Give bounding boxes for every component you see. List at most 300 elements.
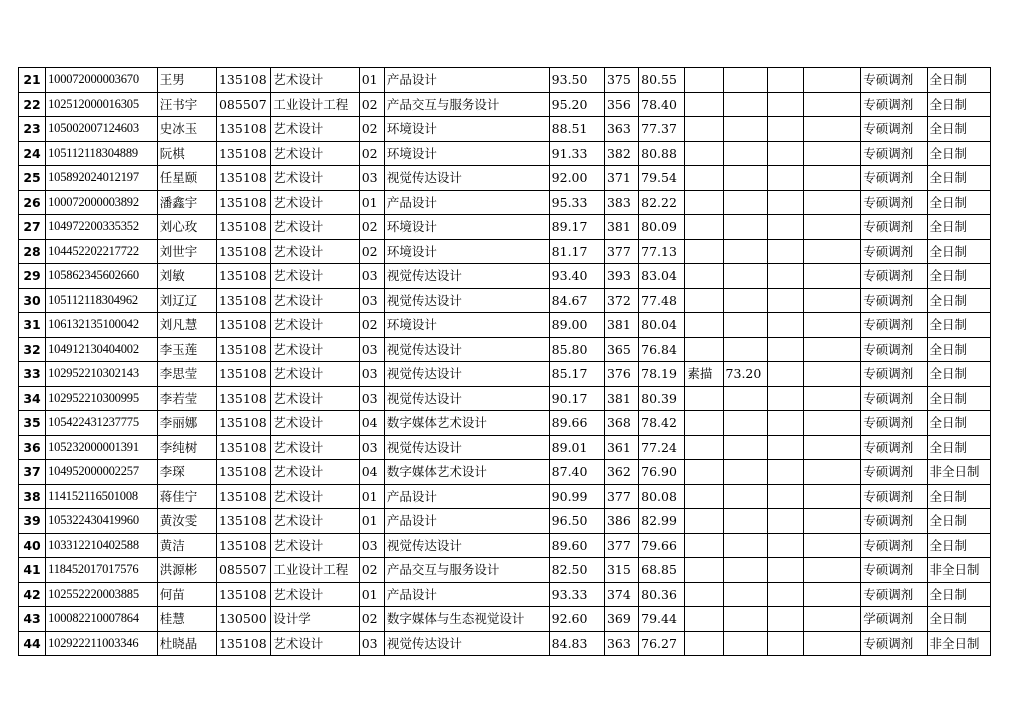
extra-subject bbox=[685, 558, 723, 583]
blank-cell bbox=[803, 264, 860, 289]
major-code: 135108 bbox=[216, 337, 270, 362]
extra-subject bbox=[685, 607, 723, 632]
student-name: 黄汝雯 bbox=[157, 509, 216, 534]
initial-score: 381 bbox=[604, 313, 638, 338]
admission-type: 专硕调剂 bbox=[861, 190, 927, 215]
initial-score: 381 bbox=[604, 386, 638, 411]
extra-subject bbox=[685, 288, 723, 313]
direction-code: 03 bbox=[359, 362, 384, 387]
total-score: 80.04 bbox=[639, 313, 685, 338]
study-mode: 全日制 bbox=[927, 215, 990, 240]
total-score: 83.04 bbox=[639, 264, 685, 289]
direction-name: 视觉传达设计 bbox=[384, 533, 549, 558]
major-name: 设计学 bbox=[271, 607, 359, 632]
student-name: 刘敏 bbox=[157, 264, 216, 289]
total-score: 78.19 bbox=[639, 362, 685, 387]
blank-cell bbox=[803, 386, 860, 411]
direction-code: 02 bbox=[359, 141, 384, 166]
row-number: 29 bbox=[19, 264, 46, 289]
retest-score: 84.67 bbox=[549, 288, 604, 313]
direction-name: 产品交互与服务设计 bbox=[384, 92, 549, 117]
extra-subject bbox=[685, 313, 723, 338]
initial-score: 377 bbox=[604, 239, 638, 264]
exam-id: 105892024012197 bbox=[46, 166, 158, 191]
retest-score: 81.17 bbox=[549, 239, 604, 264]
extra-subject bbox=[685, 264, 723, 289]
exam-id: 102512000016305 bbox=[46, 92, 158, 117]
table-row bbox=[19, 362, 991, 387]
direction-name: 视觉传达设计 bbox=[384, 166, 549, 191]
direction-name: 产品设计 bbox=[384, 484, 549, 509]
blank-cell bbox=[803, 435, 860, 460]
major-code: 135108 bbox=[216, 313, 270, 338]
table-row bbox=[19, 288, 991, 313]
major-name: 艺术设计 bbox=[271, 141, 359, 166]
blank-cell bbox=[767, 607, 803, 632]
retest-score: 84.83 bbox=[549, 631, 604, 656]
initial-score: 363 bbox=[604, 117, 638, 142]
exam-id: 104952000002257 bbox=[46, 460, 158, 485]
exam-id: 105322430419960 bbox=[46, 509, 158, 534]
extra-score bbox=[723, 190, 767, 215]
study-mode: 全日制 bbox=[927, 264, 990, 289]
retest-score: 93.40 bbox=[549, 264, 604, 289]
initial-score: 363 bbox=[604, 631, 638, 656]
row-number: 32 bbox=[19, 337, 46, 362]
direction-name: 视觉传达设计 bbox=[384, 264, 549, 289]
table-row bbox=[19, 313, 991, 338]
major-code: 135108 bbox=[216, 533, 270, 558]
student-name: 洪源彬 bbox=[157, 558, 216, 583]
direction-code: 03 bbox=[359, 288, 384, 313]
major-code: 135108 bbox=[216, 117, 270, 142]
major-code: 135108 bbox=[216, 435, 270, 460]
initial-score: 371 bbox=[604, 166, 638, 191]
extra-score bbox=[723, 239, 767, 264]
initial-score: 356 bbox=[604, 92, 638, 117]
row-number: 35 bbox=[19, 411, 46, 436]
table-row bbox=[19, 190, 991, 215]
major-name: 艺术设计 bbox=[271, 386, 359, 411]
direction-code: 03 bbox=[359, 337, 384, 362]
student-name: 刘世宇 bbox=[157, 239, 216, 264]
study-mode: 全日制 bbox=[927, 117, 990, 142]
extra-subject bbox=[685, 386, 723, 411]
extra-score bbox=[723, 288, 767, 313]
major-code: 135108 bbox=[216, 215, 270, 240]
blank-cell bbox=[803, 558, 860, 583]
total-score: 80.36 bbox=[639, 582, 685, 607]
blank-cell bbox=[803, 288, 860, 313]
study-mode: 全日制 bbox=[927, 484, 990, 509]
exam-id: 102952210302143 bbox=[46, 362, 158, 387]
major-code: 085507 bbox=[216, 558, 270, 583]
admission-type: 学硕调剂 bbox=[861, 607, 927, 632]
blank-cell bbox=[767, 460, 803, 485]
major-name: 艺术设计 bbox=[271, 313, 359, 338]
major-name: 艺术设计 bbox=[271, 215, 359, 240]
blank-cell bbox=[767, 166, 803, 191]
table-row bbox=[19, 141, 991, 166]
direction-name: 环境设计 bbox=[384, 117, 549, 142]
extra-subject bbox=[685, 215, 723, 240]
extra-subject bbox=[685, 435, 723, 460]
major-name: 艺术设计 bbox=[271, 117, 359, 142]
extra-score bbox=[723, 435, 767, 460]
exam-id: 102552220003885 bbox=[46, 582, 158, 607]
admission-type: 专硕调剂 bbox=[861, 582, 927, 607]
table-row bbox=[19, 484, 991, 509]
blank-cell bbox=[767, 435, 803, 460]
direction-code: 02 bbox=[359, 215, 384, 240]
major-code: 135108 bbox=[216, 484, 270, 509]
admission-type: 专硕调剂 bbox=[861, 362, 927, 387]
direction-code: 03 bbox=[359, 166, 384, 191]
direction-code: 01 bbox=[359, 190, 384, 215]
total-score: 76.27 bbox=[639, 631, 685, 656]
direction-name: 视觉传达设计 bbox=[384, 288, 549, 313]
major-name: 艺术设计 bbox=[271, 631, 359, 656]
retest-score: 91.33 bbox=[549, 141, 604, 166]
extra-score bbox=[723, 558, 767, 583]
direction-code: 03 bbox=[359, 264, 384, 289]
major-code: 135108 bbox=[216, 631, 270, 656]
blank-cell bbox=[803, 631, 860, 656]
study-mode: 全日制 bbox=[927, 533, 990, 558]
total-score: 80.08 bbox=[639, 484, 685, 509]
initial-score: 362 bbox=[604, 460, 638, 485]
table-row bbox=[19, 631, 991, 656]
blank-cell bbox=[767, 117, 803, 142]
major-name: 艺术设计 bbox=[271, 509, 359, 534]
total-score: 79.44 bbox=[639, 607, 685, 632]
direction-code: 02 bbox=[359, 558, 384, 583]
direction-name: 产品设计 bbox=[384, 509, 549, 534]
total-score: 79.54 bbox=[639, 166, 685, 191]
row-number: 39 bbox=[19, 509, 46, 534]
row-number: 24 bbox=[19, 141, 46, 166]
extra-score bbox=[723, 631, 767, 656]
table-row bbox=[19, 509, 991, 534]
major-code: 135108 bbox=[216, 386, 270, 411]
extra-score bbox=[723, 117, 767, 142]
extra-subject bbox=[685, 117, 723, 142]
student-name: 黄洁 bbox=[157, 533, 216, 558]
direction-name: 环境设计 bbox=[384, 313, 549, 338]
blank-cell bbox=[767, 337, 803, 362]
extra-score bbox=[723, 386, 767, 411]
initial-score: 376 bbox=[604, 362, 638, 387]
retest-score: 93.50 bbox=[549, 68, 604, 93]
extra-score bbox=[723, 141, 767, 166]
row-number: 44 bbox=[19, 631, 46, 656]
admission-type: 专硕调剂 bbox=[861, 288, 927, 313]
table-row bbox=[19, 117, 991, 142]
row-number: 30 bbox=[19, 288, 46, 313]
admission-type: 专硕调剂 bbox=[861, 509, 927, 534]
blank-cell bbox=[803, 166, 860, 191]
retest-score: 82.50 bbox=[549, 558, 604, 583]
blank-cell bbox=[767, 411, 803, 436]
retest-score: 89.01 bbox=[549, 435, 604, 460]
major-code: 085507 bbox=[216, 92, 270, 117]
retest-score: 92.60 bbox=[549, 607, 604, 632]
study-mode: 全日制 bbox=[927, 288, 990, 313]
total-score: 77.24 bbox=[639, 435, 685, 460]
extra-subject bbox=[685, 68, 723, 93]
direction-name: 视觉传达设计 bbox=[384, 435, 549, 460]
major-name: 工业设计工程 bbox=[271, 92, 359, 117]
direction-code: 04 bbox=[359, 411, 384, 436]
blank-cell bbox=[803, 533, 860, 558]
blank-cell bbox=[767, 215, 803, 240]
row-number: 27 bbox=[19, 215, 46, 240]
retest-score: 89.60 bbox=[549, 533, 604, 558]
student-name: 李丽娜 bbox=[157, 411, 216, 436]
total-score: 80.55 bbox=[639, 68, 685, 93]
blank-cell bbox=[767, 264, 803, 289]
total-score: 79.66 bbox=[639, 533, 685, 558]
blank-cell bbox=[803, 582, 860, 607]
exam-id: 114152116501008 bbox=[46, 484, 158, 509]
blank-cell bbox=[803, 362, 860, 387]
table-row bbox=[19, 411, 991, 436]
row-number: 22 bbox=[19, 92, 46, 117]
admission-type: 专硕调剂 bbox=[861, 239, 927, 264]
row-number: 31 bbox=[19, 313, 46, 338]
study-mode: 非全日制 bbox=[927, 558, 990, 583]
major-name: 艺术设计 bbox=[271, 411, 359, 436]
table-row bbox=[19, 533, 991, 558]
table-row bbox=[19, 435, 991, 460]
major-name: 艺术设计 bbox=[271, 166, 359, 191]
study-mode: 全日制 bbox=[927, 68, 990, 93]
total-score: 82.22 bbox=[639, 190, 685, 215]
direction-name: 环境设计 bbox=[384, 239, 549, 264]
student-name: 阮棋 bbox=[157, 141, 216, 166]
blank-cell bbox=[803, 92, 860, 117]
extra-subject bbox=[685, 582, 723, 607]
exam-id: 104452202217722 bbox=[46, 239, 158, 264]
direction-name: 视觉传达设计 bbox=[384, 631, 549, 656]
direction-code: 02 bbox=[359, 92, 384, 117]
extra-subject bbox=[685, 190, 723, 215]
student-name: 何苗 bbox=[157, 582, 216, 607]
total-score: 77.48 bbox=[639, 288, 685, 313]
initial-score: 374 bbox=[604, 582, 638, 607]
blank-cell bbox=[767, 631, 803, 656]
study-mode: 全日制 bbox=[927, 92, 990, 117]
exam-id: 106132135100042 bbox=[46, 313, 158, 338]
extra-subject bbox=[685, 92, 723, 117]
direction-name: 环境设计 bbox=[384, 215, 549, 240]
blank-cell bbox=[803, 117, 860, 142]
admission-type: 专硕调剂 bbox=[861, 484, 927, 509]
direction-code: 01 bbox=[359, 582, 384, 607]
major-code: 135108 bbox=[216, 68, 270, 93]
row-number: 37 bbox=[19, 460, 46, 485]
retest-score: 87.40 bbox=[549, 460, 604, 485]
major-name: 工业设计工程 bbox=[271, 558, 359, 583]
retest-score: 85.80 bbox=[549, 337, 604, 362]
initial-score: 377 bbox=[604, 533, 638, 558]
direction-name: 产品交互与服务设计 bbox=[384, 558, 549, 583]
exam-id: 105002007124603 bbox=[46, 117, 158, 142]
row-number: 41 bbox=[19, 558, 46, 583]
exam-id: 102922211003346 bbox=[46, 631, 158, 656]
initial-score: 372 bbox=[604, 288, 638, 313]
major-code: 135108 bbox=[216, 362, 270, 387]
admission-type: 专硕调剂 bbox=[861, 215, 927, 240]
student-name: 李琛 bbox=[157, 460, 216, 485]
direction-code: 02 bbox=[359, 607, 384, 632]
table-row bbox=[19, 460, 991, 485]
extra-score bbox=[723, 460, 767, 485]
total-score: 68.85 bbox=[639, 558, 685, 583]
row-number: 40 bbox=[19, 533, 46, 558]
total-score: 78.40 bbox=[639, 92, 685, 117]
blank-cell bbox=[767, 288, 803, 313]
student-name: 刘心玫 bbox=[157, 215, 216, 240]
study-mode: 全日制 bbox=[927, 362, 990, 387]
table-row bbox=[19, 215, 991, 240]
total-score: 80.88 bbox=[639, 141, 685, 166]
student-name: 任星颐 bbox=[157, 166, 216, 191]
direction-code: 02 bbox=[359, 313, 384, 338]
total-score: 80.09 bbox=[639, 215, 685, 240]
major-name: 艺术设计 bbox=[271, 337, 359, 362]
row-number: 36 bbox=[19, 435, 46, 460]
extra-subject bbox=[685, 141, 723, 166]
major-code: 135108 bbox=[216, 264, 270, 289]
extra-subject bbox=[685, 337, 723, 362]
extra-score bbox=[723, 313, 767, 338]
retest-score: 92.00 bbox=[549, 166, 604, 191]
row-number: 42 bbox=[19, 582, 46, 607]
major-code: 135108 bbox=[216, 288, 270, 313]
retest-score: 95.20 bbox=[549, 92, 604, 117]
student-name: 李纯树 bbox=[157, 435, 216, 460]
extra-score bbox=[723, 215, 767, 240]
blank-cell bbox=[767, 362, 803, 387]
blank-cell bbox=[803, 141, 860, 166]
study-mode: 全日制 bbox=[927, 386, 990, 411]
extra-subject bbox=[685, 631, 723, 656]
major-name: 艺术设计 bbox=[271, 484, 359, 509]
study-mode: 全日制 bbox=[927, 411, 990, 436]
admission-type: 专硕调剂 bbox=[861, 141, 927, 166]
admission-table bbox=[18, 67, 991, 656]
extra-subject bbox=[685, 166, 723, 191]
row-number: 23 bbox=[19, 117, 46, 142]
blank-cell bbox=[767, 509, 803, 534]
direction-code: 01 bbox=[359, 68, 384, 93]
initial-score: 365 bbox=[604, 337, 638, 362]
initial-score: 375 bbox=[604, 68, 638, 93]
total-score: 82.99 bbox=[639, 509, 685, 534]
extra-score bbox=[723, 533, 767, 558]
row-number: 25 bbox=[19, 166, 46, 191]
initial-score: 383 bbox=[604, 190, 638, 215]
extra-score bbox=[723, 337, 767, 362]
initial-score: 386 bbox=[604, 509, 638, 534]
exam-id: 100072000003892 bbox=[46, 190, 158, 215]
major-code: 135108 bbox=[216, 190, 270, 215]
direction-code: 01 bbox=[359, 509, 384, 534]
student-name: 李思莹 bbox=[157, 362, 216, 387]
extra-score bbox=[723, 509, 767, 534]
blank-cell bbox=[767, 582, 803, 607]
row-number: 34 bbox=[19, 386, 46, 411]
retest-score: 90.99 bbox=[549, 484, 604, 509]
admission-type: 专硕调剂 bbox=[861, 92, 927, 117]
major-name: 艺术设计 bbox=[271, 239, 359, 264]
total-score: 80.39 bbox=[639, 386, 685, 411]
major-code: 135108 bbox=[216, 582, 270, 607]
extra-subject bbox=[685, 411, 723, 436]
major-code: 135108 bbox=[216, 239, 270, 264]
student-name: 史冰玉 bbox=[157, 117, 216, 142]
extra-score bbox=[723, 264, 767, 289]
retest-score: 89.00 bbox=[549, 313, 604, 338]
blank-cell bbox=[803, 607, 860, 632]
table-row bbox=[19, 92, 991, 117]
major-name: 艺术设计 bbox=[271, 190, 359, 215]
exam-id: 105232000001391 bbox=[46, 435, 158, 460]
blank-cell bbox=[767, 386, 803, 411]
extra-score bbox=[723, 484, 767, 509]
blank-cell bbox=[803, 337, 860, 362]
direction-name: 环境设计 bbox=[384, 141, 549, 166]
direction-code: 03 bbox=[359, 435, 384, 460]
student-name: 桂慧 bbox=[157, 607, 216, 632]
exam-id: 118452017017576 bbox=[46, 558, 158, 583]
exam-id: 102952210300995 bbox=[46, 386, 158, 411]
exam-id: 105862345602660 bbox=[46, 264, 158, 289]
major-name: 艺术设计 bbox=[271, 460, 359, 485]
blank-cell bbox=[767, 484, 803, 509]
blank-cell bbox=[803, 215, 860, 240]
total-score: 76.84 bbox=[639, 337, 685, 362]
study-mode: 全日制 bbox=[927, 435, 990, 460]
direction-name: 产品设计 bbox=[384, 190, 549, 215]
table-row bbox=[19, 386, 991, 411]
direction-name: 视觉传达设计 bbox=[384, 337, 549, 362]
major-name: 艺术设计 bbox=[271, 582, 359, 607]
admission-type: 专硕调剂 bbox=[861, 117, 927, 142]
major-code: 135108 bbox=[216, 460, 270, 485]
retest-score: 89.66 bbox=[549, 411, 604, 436]
blank-cell bbox=[767, 92, 803, 117]
study-mode: 全日制 bbox=[927, 141, 990, 166]
table-row bbox=[19, 264, 991, 289]
table-row bbox=[19, 68, 991, 93]
student-name: 蒋佳宁 bbox=[157, 484, 216, 509]
admission-type: 专硕调剂 bbox=[861, 411, 927, 436]
blank-cell bbox=[767, 558, 803, 583]
extra-score bbox=[723, 607, 767, 632]
direction-code: 02 bbox=[359, 239, 384, 264]
table-row bbox=[19, 607, 991, 632]
table-row bbox=[19, 558, 991, 583]
admission-type: 专硕调剂 bbox=[861, 558, 927, 583]
admission-type: 专硕调剂 bbox=[861, 460, 927, 485]
exam-id: 103312210402588 bbox=[46, 533, 158, 558]
major-name: 艺术设计 bbox=[271, 288, 359, 313]
direction-code: 03 bbox=[359, 631, 384, 656]
row-number: 38 bbox=[19, 484, 46, 509]
initial-score: 369 bbox=[604, 607, 638, 632]
